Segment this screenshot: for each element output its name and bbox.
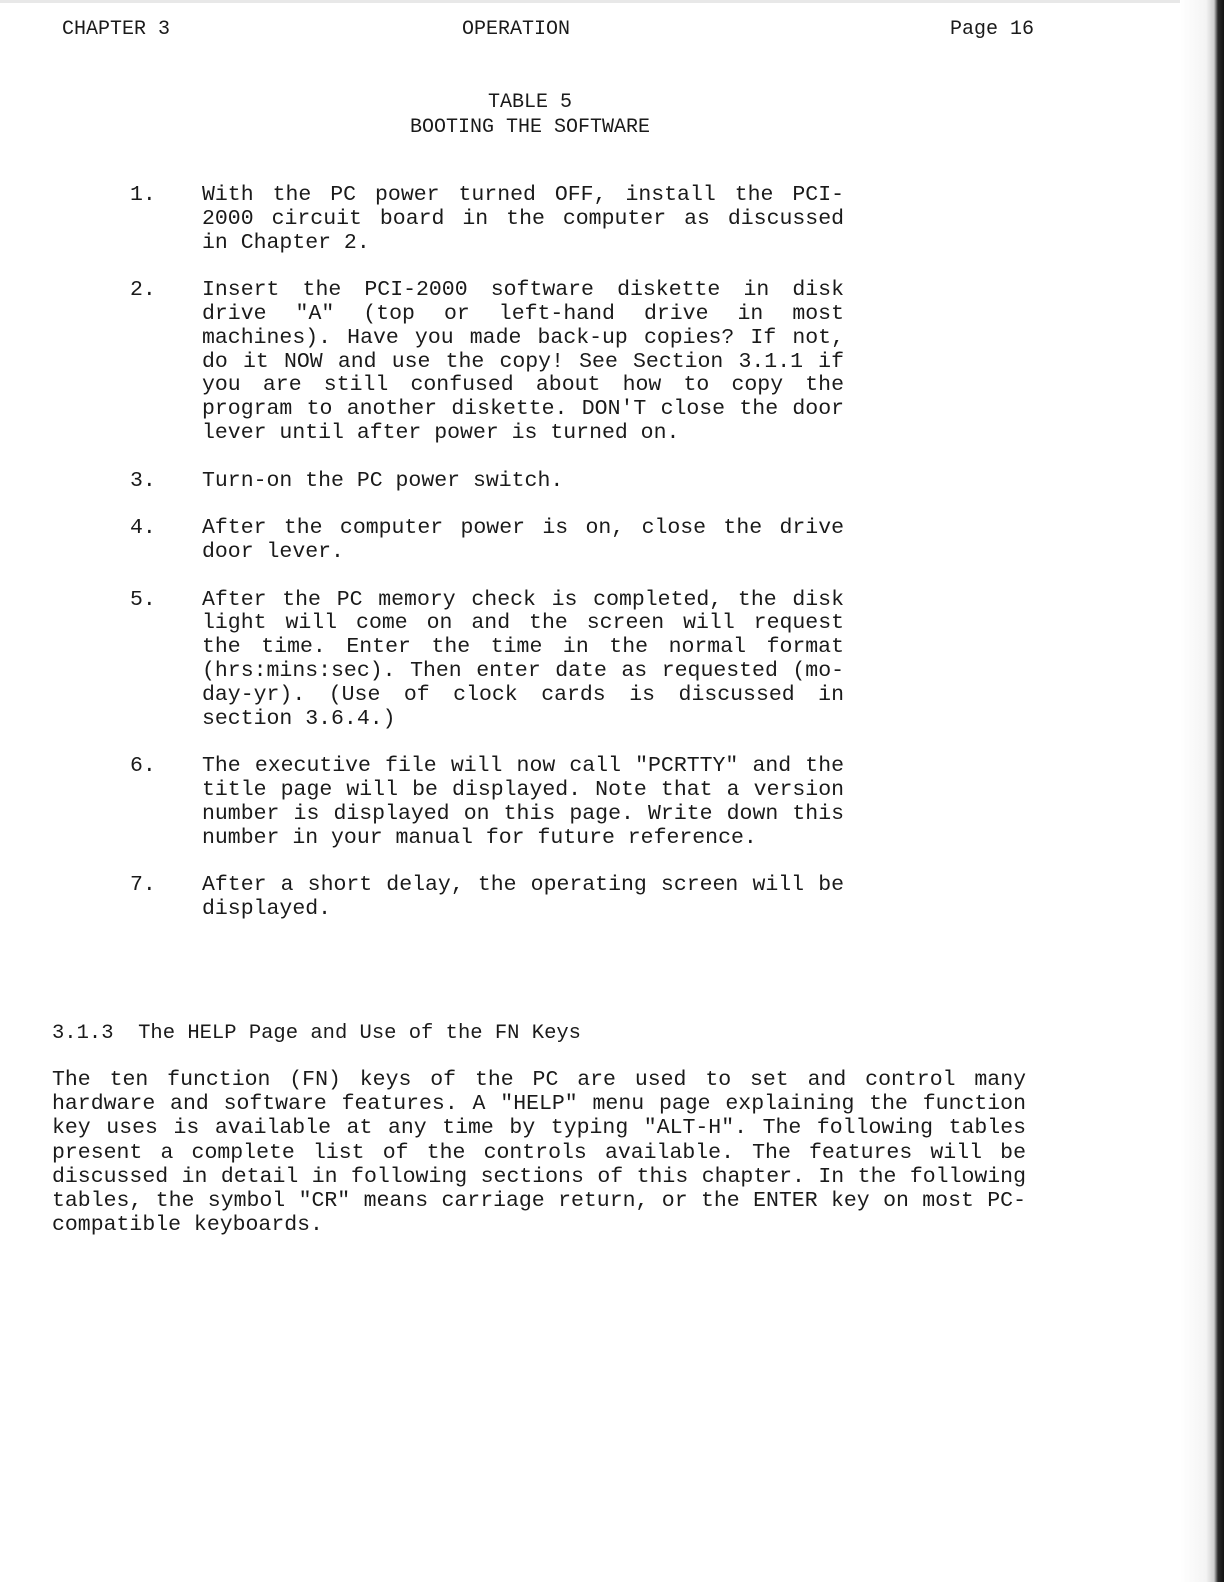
table-title xyxy=(330,90,730,140)
step-text: After the computer power is on, close the drive door lever. xyxy=(202,516,844,564)
scan-binding-edge xyxy=(1180,0,1224,1582)
step-text: Turn-on the PC power switch. xyxy=(202,468,564,493)
list-item xyxy=(130,279,850,446)
scan-top-edge xyxy=(0,0,1224,3)
step-number: 7. xyxy=(130,873,156,898)
table-number: TABLE 5 xyxy=(487,91,572,114)
boot-steps-list xyxy=(130,184,850,946)
section-paragraph: The ten function (FN) keys of the PC are used to set and control many hardware and software features. A "HELP" menu page explaining the function key uses is available at any time by typing "ALT-H". The following tables present a complete list of the controls available. The features will be discussed in detail in following sections of this chapter. In the following tables, the symbol "CR" means carriage return, or the ENTER key on most PC-compatible keyboards. xyxy=(52,1068,1026,1238)
list-item xyxy=(130,874,850,922)
step-text: After a short delay, the operating screen will be displayed. xyxy=(202,873,844,921)
list-item xyxy=(130,470,850,494)
step-text: After the PC memory check is completed, the disk light will come on and the screen will request the time. Enter the time in the normal format (hrs:mins:sec). Then enter date as requested (mo-day-yr). (Use of clock cards is discussed in section 3.6.4.) xyxy=(202,587,844,731)
list-item xyxy=(130,589,850,732)
step-number: 4. xyxy=(130,516,156,541)
step-number: 3. xyxy=(130,468,156,493)
chapter-label: CHAPTER 3 xyxy=(62,18,171,41)
table-caption: BOOTING THE SOFTWARE xyxy=(409,116,651,139)
list-item xyxy=(130,517,850,565)
step-number: 1. xyxy=(130,183,156,207)
step-number: 2. xyxy=(130,278,156,303)
page-header xyxy=(62,18,1034,44)
step-text: Insert the PCI-2000 software diskette in disk drive "A" (top or left-hand drive in most machines). Have you made back-up copies? If not, do it NOW and use the copy! See Section 3.1.1 if you are still confused about how to copy the program to another diskette. DON'T close the door lever until after power is turned on. xyxy=(202,278,844,445)
page-number: Page 16 xyxy=(949,18,1034,41)
step-text: With the PC power turned OFF, install the PCI-2000 circuit board in the computer as discussed in Chapter 2. xyxy=(202,183,844,255)
step-number: 5. xyxy=(130,587,156,612)
step-number: 6. xyxy=(130,754,156,779)
section-heading: 3.1.3 The HELP Page and Use of the FN Keys xyxy=(52,1022,581,1045)
list-item xyxy=(130,755,850,850)
section-label: OPERATION xyxy=(462,18,571,41)
step-text: The executive file will now call "PCRTTY" and the title page will be displayed. Note that a version number is displayed on this page. Write down this number in your manual for future reference. xyxy=(202,754,844,850)
list-item xyxy=(130,184,850,255)
